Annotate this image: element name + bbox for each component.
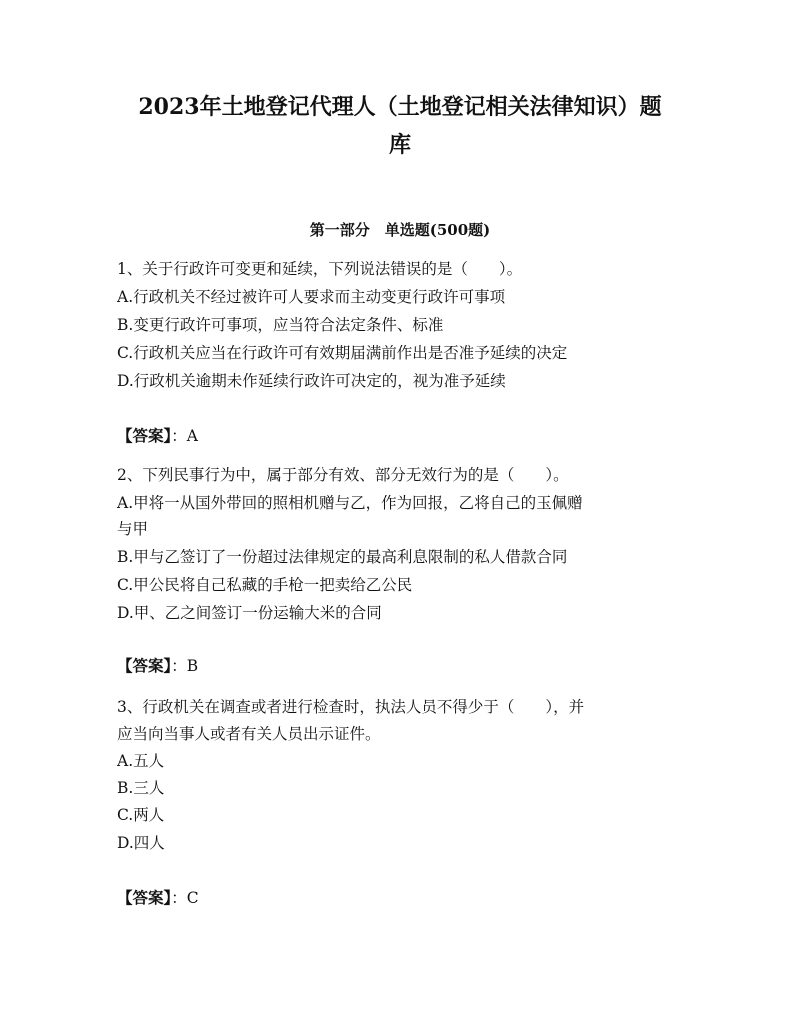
- answer-label: 【答案】: [117, 656, 172, 675]
- question-3-option-d: D.四人: [117, 834, 165, 852]
- question-1-option-c: C.行政机关应当在行政许可有效期届满前作出是否准予延续的决定: [117, 344, 568, 362]
- question-1-answer: [117, 424, 687, 448]
- question-1-option-a: A.行政机关不经过被许可人要求而主动变更行政许可事项: [117, 288, 506, 306]
- answer-value: ：B: [171, 657, 199, 675]
- question-3-option-c: C.两人: [117, 806, 165, 824]
- question-3-answer: [117, 886, 687, 910]
- question-3-stem-continued: 应当向当事人或者有关人员出示证件。: [117, 725, 381, 743]
- document-title-line-2: 库: [388, 132, 411, 158]
- question-1-stem: 1、关于行政许可变更和延续，下列说法错误的是（ ）。: [117, 260, 523, 278]
- document-title: [110, 88, 690, 164]
- question-3-option-a: A.五人: [117, 752, 165, 770]
- question-2-option-a-continued: 与甲: [117, 520, 149, 538]
- question-2-stem: 2、下列民事行为中，属于部分有效、部分无效行为的是（ ）。: [117, 466, 569, 484]
- document-title-line-1: 2023年土地登记代理人（土地登记相关法律知识）题: [138, 94, 662, 120]
- question-2-option-b: B.甲与乙签订了一份超过法律规定的最高利息限制的私人借款合同: [117, 548, 568, 566]
- question-2-answer: [117, 654, 687, 678]
- question-3-stem: 3、行政机关在调查或者进行检查时，执法人员不得少于（ ），并: [117, 698, 585, 716]
- question-1-option-b: B.变更行政许可事项，应当符合法定条件、标准: [117, 316, 444, 334]
- answer-value: ：A: [171, 427, 198, 445]
- section-heading: 第一部分 单选题(500题): [309, 221, 491, 239]
- question-2-option-d: D.甲、乙之间签订一份运输大米的合同: [117, 604, 382, 622]
- question-2-option-c: C.甲公民将自己私藏的手枪一把卖给乙公民: [117, 576, 413, 594]
- answer-label: 【答案】: [117, 888, 172, 907]
- answer-label: 【答案】: [117, 426, 172, 445]
- question-1-option-d: D.行政机关逾期未作延续行政许可决定的，视为准予延续: [117, 372, 506, 390]
- question-2-option-a: A.甲将一从国外带回的照相机赠与乙，作为回报，乙将自己的玉佩赠: [117, 494, 583, 512]
- question-3-option-b: B.三人: [117, 779, 165, 797]
- answer-value: ：C: [171, 889, 199, 907]
